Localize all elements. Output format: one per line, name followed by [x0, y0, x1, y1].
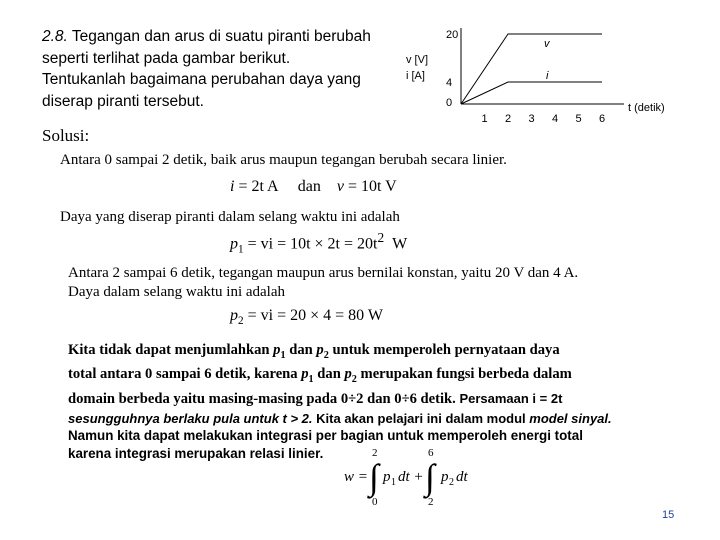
t: p — [344, 365, 352, 382]
y-tick-label-4: 4 — [446, 77, 453, 89]
problem-line-1 — [42, 26, 402, 48]
solution-paragraph-2: Daya yang diserap piranti dalam selang waktu ini adalah — [60, 209, 400, 225]
t: 2 — [351, 373, 357, 385]
int1-sub: 1 — [391, 477, 396, 488]
para4-line-2 — [68, 365, 708, 389]
para4-line-1 — [68, 341, 708, 365]
t: total antara 0 sampai 6 detik, karena — [68, 365, 302, 382]
solution-heading: Solusi: — [42, 126, 90, 145]
y-tick-label-0: 0 — [446, 97, 453, 109]
page-number: 15 — [662, 509, 675, 521]
eq2-sub: 1 — [238, 243, 244, 256]
solution-paragraph-4 — [68, 341, 708, 428]
y-axis-label-v: v [V] — [406, 54, 429, 66]
int2-dt: dt — [456, 469, 468, 485]
eq3-p: p — [230, 307, 238, 324]
t: merupakan fungsi berbeda dalam — [356, 365, 572, 382]
problem-text-1: Tegangan dan arus di suatu piranti berubah — [71, 28, 371, 45]
series-label-v: v — [544, 38, 550, 50]
eq1-i: i — [230, 178, 235, 195]
solution-paragraph-3 — [68, 264, 688, 302]
integral-lhs: w = — [344, 469, 368, 485]
t: untuk memperoleh pernyataan daya — [328, 342, 560, 358]
para4-line-4 — [68, 409, 708, 428]
int1-dt: dt + — [398, 469, 424, 485]
t: 1 — [308, 373, 314, 385]
energy-integral — [342, 444, 482, 508]
int2-sign: ∫ — [425, 457, 435, 497]
int1-body: p — [383, 469, 391, 485]
eq1-conj: dan — [297, 178, 321, 195]
int1-upper: 2 — [372, 447, 378, 459]
problem-line-3: Tentukanlah bagaimana perubahan daya yang — [42, 71, 361, 88]
eq3-rhs: = vi = 20 × 4 = 80 W — [247, 307, 383, 324]
int2-upper: 6 — [428, 447, 434, 459]
y-axis-label — [406, 54, 428, 82]
para4-line-3 — [68, 389, 708, 409]
t: dan — [313, 365, 345, 382]
int2-sub: 2 — [449, 477, 454, 488]
equation-linear — [230, 178, 397, 196]
eq1-i-rhs: = 2t A — [238, 178, 278, 195]
eq1-v-rhs: = 10t V — [347, 178, 397, 195]
series-line-v — [461, 34, 602, 104]
int2-lower: 2 — [428, 496, 434, 508]
eq3-sub: 2 — [238, 315, 244, 328]
equation-p1 — [230, 230, 407, 256]
x-axis-label: t (detik) — [628, 102, 665, 114]
equation-p2 — [230, 307, 383, 327]
int1-sign: ∫ — [369, 457, 379, 497]
problem-statement — [42, 26, 402, 112]
y-tick-label-20: 20 — [446, 29, 459, 41]
x-tick-label-2: 2 — [505, 113, 512, 125]
t: sesungguhnya berlaku pula untuk t > 2. — [68, 410, 313, 426]
x-tick-label-5: 5 — [575, 113, 582, 125]
y-axis-label-i: i [A] — [406, 70, 425, 82]
para3-line-2: Daya dalam selang waktu ini adalah — [68, 284, 286, 300]
chart-ticks — [446, 29, 605, 125]
int1-lower: 0 — [372, 496, 378, 508]
t: p — [301, 365, 309, 382]
eq2-sup: 2 — [377, 230, 385, 245]
problem-line-4: diserap piranti tersebut. — [42, 92, 204, 110]
t: p — [316, 342, 324, 358]
problem-number: 2.8. — [42, 28, 68, 45]
x-tick-label-4: 4 — [552, 113, 559, 125]
vi-chart — [396, 22, 696, 132]
eq1-v: v — [336, 178, 344, 195]
solution-paragraph-1: Antara 0 sampai 2 detik, baik arus maupun tegangan berubah secara linier. — [60, 152, 507, 168]
x-tick-label-1: 1 — [481, 113, 488, 125]
int2-body: p — [441, 469, 449, 485]
t: Kita akan pelajari ini dalam modul — [312, 410, 530, 426]
eq2-p: p — [230, 235, 238, 253]
x-tick-label-6: 6 — [599, 113, 606, 125]
t: Kita tidak dapat menjumlahkan — [68, 342, 274, 358]
para5-line-2: karena integrasi merupakan relasi linier. — [68, 446, 324, 461]
t: domain berbeda yaitu masing-masing pada 0÷2 dan 0÷6 detik. — [68, 390, 456, 407]
t: model sinyal. — [529, 410, 612, 426]
para3-line-1: Antara 2 sampai 6 detik, tegangan maupun arus bernilai konstan, yaitu 20 V dan 4 A. — [68, 265, 579, 281]
x-tick-label-3: 3 — [528, 113, 535, 125]
series-label-i: i — [546, 70, 549, 82]
t: 1 — [280, 349, 286, 361]
eq2-unit: W — [392, 235, 408, 253]
t: 2 — [323, 349, 329, 361]
para5-line-1: Namun kita dapat melakukan integrasi per bagian untuk memperoleh energi total — [68, 428, 583, 443]
t: p — [273, 342, 281, 358]
series-line-i — [461, 82, 602, 104]
problem-line-2: seperti terlihat pada gambar berikut. — [42, 49, 291, 67]
t: dan — [285, 342, 317, 358]
chart-series — [461, 34, 602, 104]
t: Persamaan i = 2t — [455, 390, 563, 406]
eq2-rhs: = vi = 10t × 2t = 20t — [247, 235, 378, 253]
